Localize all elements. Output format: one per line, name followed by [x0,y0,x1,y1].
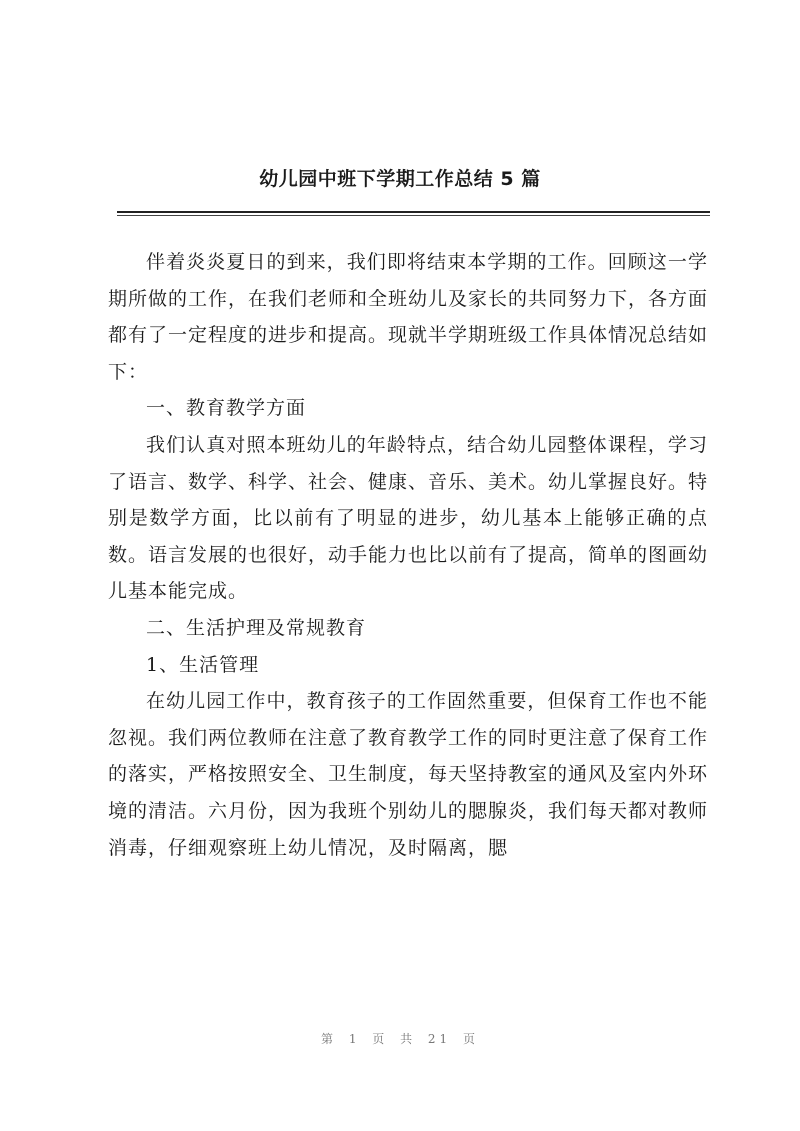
title-underline-thin [117,215,710,216]
paragraph-life-management: 在幼儿园工作中，教育孩子的工作固然重要，但保育工作也不能忽视。我们两位教师在注意了教育教学工作的同时更注意了保育工作的落实，严格按照安全、卫生制度，每天坚持教室的通风及室内外环境的清洁。六月份，因为我班个别幼儿的腮腺炎，我们每天都对教师消毒，仔细观察班上幼儿情况，及时隔离，腮 [108,690,709,859]
document-body [108,244,708,866]
title-underline-thick [117,211,710,213]
section-heading-teaching: 一、教育教学方面 [146,397,307,420]
subsection-heading-life-management: 1、生活管理 [146,653,260,676]
paragraph-intro: 伴着炎炎夏日的到来，我们即将结束本学期的工作。回顾这一学期所做的工作，在我们老师和全班幼儿及家长的共同努力下，各方面都有了一定程度的进步和提高。现就半学期班级工作具体情况总结如下： [108,251,709,383]
section-heading-life-care: 二、生活护理及常规教育 [146,616,367,639]
page-number-footer: 第 1 页 共 21 页 [321,1032,479,1046]
document-title: 幼儿园中班下学期工作总结 5 篇 [259,168,541,190]
paragraph-teaching: 我们认真对照本班幼儿的年龄特点，结合幼儿园整体课程，学习了语言、数学、科学、社会、健康、音乐、美术。幼儿掌握良好。特别是数学方面，比以前有了明显的进步，幼儿基本上能够正确的点数。语言发展的也很好，动手能力也比以前有了提高，简单的图画幼儿基本能完成。 [108,433,709,603]
